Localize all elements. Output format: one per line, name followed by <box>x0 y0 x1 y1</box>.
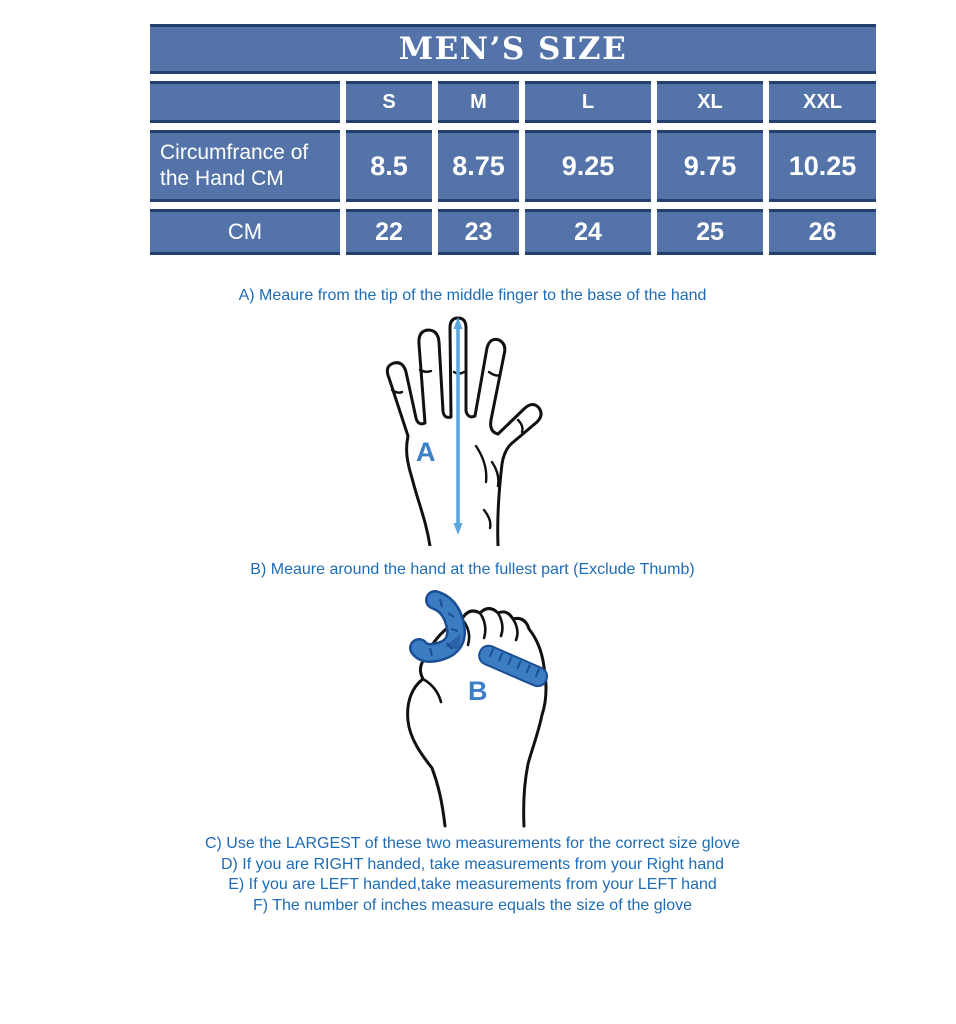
instruction-f: F) The number of inches measure equals the size of the glove <box>252 896 693 914</box>
size-header-m: M <box>438 81 519 123</box>
cm-value-xl: 25 <box>657 209 763 255</box>
table-title: MEN’S SIZE <box>150 24 876 74</box>
instructions-c-f <box>0 834 945 916</box>
instruction-e: E) If you are LEFT handed,take measurements from your LEFT hand <box>228 876 717 893</box>
circumference-value-l: 9.25 <box>525 130 651 202</box>
row-label-cm: CM <box>150 209 340 255</box>
cm-value-m: 23 <box>438 209 519 255</box>
size-header-s: S <box>346 81 432 123</box>
size-header-xxl: XXL <box>769 81 876 123</box>
circumference-value-m: 8.75 <box>438 130 519 202</box>
cm-value-xxl: 26 <box>769 209 876 255</box>
label-a: A <box>416 437 436 467</box>
circumference-value-s: 8.5 <box>346 130 432 202</box>
tape-loose-end <box>419 599 461 656</box>
palm-outline <box>387 318 541 546</box>
hand-palm-diagram <box>358 314 558 546</box>
cm-value-l: 24 <box>525 209 651 255</box>
circumference-value-xxl: 10.25 <box>769 130 876 202</box>
size-header-l: L <box>525 81 651 123</box>
fist-measure-diagram <box>383 588 593 828</box>
instruction-d: D) If you are RIGHT handed, take measurements from your Right hand <box>220 855 725 873</box>
label-b: B <box>468 676 488 706</box>
instruction-c: C) Use the LARGEST of these two measurements for the correct size glove <box>204 835 741 852</box>
table-corner-cell <box>150 81 340 123</box>
size-table <box>150 24 876 255</box>
row-label-circumference: Circumfrance of the Hand CM <box>150 130 340 202</box>
instruction-a: A) Meaure from the tip of the middle finger to the base of the hand <box>238 287 707 304</box>
size-header-xl: XL <box>657 81 763 123</box>
cm-value-s: 22 <box>346 209 432 255</box>
instruction-b: B) Meaure around the hand at the fullest part (Exclude Thumb) <box>250 561 695 578</box>
fist-outline <box>408 609 546 827</box>
circumference-value-xl: 9.75 <box>657 130 763 202</box>
